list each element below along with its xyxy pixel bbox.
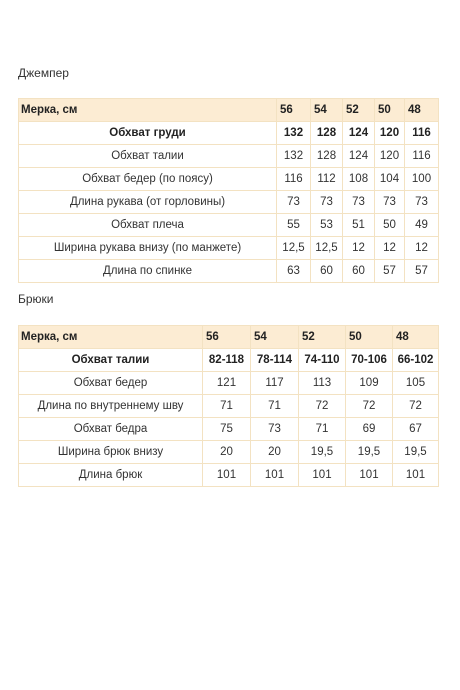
row-label: Обхват талии — [19, 145, 277, 168]
jumper-size-table — [18, 98, 439, 283]
row-label: Ширина рукава внизу (по манжете) — [19, 237, 277, 260]
table-cell: 71 — [251, 395, 299, 418]
table-cell: 53 — [311, 214, 343, 237]
table-cell: 57 — [405, 260, 439, 283]
header-cell: 54 — [311, 99, 343, 122]
table-cell: 72 — [299, 395, 346, 418]
table-cell: 75 — [203, 418, 251, 441]
table-cell: 73 — [343, 191, 375, 214]
row-label: Обхват плеча — [19, 214, 277, 237]
header-cell: 50 — [346, 326, 393, 349]
table-cell: 73 — [277, 191, 311, 214]
table-cell: 108 — [343, 168, 375, 191]
table-cell: 120 — [375, 145, 405, 168]
row-label: Обхват бедер (по поясу) — [19, 168, 277, 191]
table-row — [19, 145, 439, 168]
table-cell: 20 — [203, 441, 251, 464]
table-row — [19, 191, 439, 214]
header-cell: 56 — [203, 326, 251, 349]
table-cell: 124 — [343, 145, 375, 168]
table-cell: 132 — [277, 145, 311, 168]
table-row — [19, 395, 439, 418]
table-cell: 72 — [393, 395, 439, 418]
table-cell: 78-114 — [251, 349, 299, 372]
row-label: Обхват талии — [19, 349, 203, 372]
row-label: Обхват бедра — [19, 418, 203, 441]
table-cell: 124 — [343, 122, 375, 145]
table-cell: 19,5 — [299, 441, 346, 464]
header-cell: 52 — [299, 326, 346, 349]
row-label: Длина брюк — [19, 464, 203, 487]
table-header-row — [19, 326, 439, 349]
header-cell: 56 — [277, 99, 311, 122]
table-cell: 128 — [311, 145, 343, 168]
table-cell: 120 — [375, 122, 405, 145]
header-cell: 50 — [375, 99, 405, 122]
table-cell: 12 — [375, 237, 405, 260]
table-row — [19, 237, 439, 260]
table-cell: 82-118 — [203, 349, 251, 372]
table-cell: 101 — [203, 464, 251, 487]
table-cell: 104 — [375, 168, 405, 191]
row-label: Длина рукава (от горловины) — [19, 191, 277, 214]
table-cell: 70-106 — [346, 349, 393, 372]
table-cell: 51 — [343, 214, 375, 237]
table-cell: 12,5 — [277, 237, 311, 260]
table-cell: 55 — [277, 214, 311, 237]
trousers-section-title: Брюки — [18, 292, 54, 306]
table-cell: 101 — [346, 464, 393, 487]
header-cell: Мерка, см — [19, 326, 203, 349]
table-cell: 112 — [311, 168, 343, 191]
jumper-section-title: Джемпер — [18, 66, 69, 80]
table-cell: 49 — [405, 214, 439, 237]
table-cell: 73 — [311, 191, 343, 214]
header-cell: 54 — [251, 326, 299, 349]
row-label: Обхват груди — [19, 122, 277, 145]
header-cell: 48 — [393, 326, 439, 349]
table-cell: 101 — [251, 464, 299, 487]
table-cell: 50 — [375, 214, 405, 237]
table-cell: 116 — [405, 145, 439, 168]
table-cell: 73 — [405, 191, 439, 214]
table-cell: 113 — [299, 372, 346, 395]
table-cell: 132 — [277, 122, 311, 145]
table-cell: 60 — [311, 260, 343, 283]
table-cell: 69 — [346, 418, 393, 441]
table-cell: 12 — [405, 237, 439, 260]
row-label: Обхват бедер — [19, 372, 203, 395]
table-cell: 19,5 — [393, 441, 439, 464]
trousers-size-table — [18, 325, 439, 487]
table-row — [19, 441, 439, 464]
table-row — [19, 168, 439, 191]
table-cell: 116 — [277, 168, 311, 191]
row-label: Длина по спинке — [19, 260, 277, 283]
table-cell: 116 — [405, 122, 439, 145]
table-row — [19, 372, 439, 395]
row-label: Длина по внутреннему шву — [19, 395, 203, 418]
table-cell: 117 — [251, 372, 299, 395]
table-cell: 100 — [405, 168, 439, 191]
table-cell: 66-102 — [393, 349, 439, 372]
table-cell: 71 — [299, 418, 346, 441]
table-cell: 12,5 — [311, 237, 343, 260]
header-cell: 48 — [405, 99, 439, 122]
header-cell: Мерка, см — [19, 99, 277, 122]
table-cell: 63 — [277, 260, 311, 283]
table-cell: 121 — [203, 372, 251, 395]
table-row — [19, 260, 439, 283]
table-row — [19, 214, 439, 237]
header-cell: 52 — [343, 99, 375, 122]
table-cell: 20 — [251, 441, 299, 464]
table-row — [19, 418, 439, 441]
table-cell: 109 — [346, 372, 393, 395]
table-cell: 101 — [299, 464, 346, 487]
table-cell: 73 — [251, 418, 299, 441]
table-cell: 72 — [346, 395, 393, 418]
table-cell: 71 — [203, 395, 251, 418]
table-cell: 73 — [375, 191, 405, 214]
table-cell: 105 — [393, 372, 439, 395]
table-header-row — [19, 99, 439, 122]
table-cell: 101 — [393, 464, 439, 487]
table-cell: 19,5 — [346, 441, 393, 464]
table-cell: 57 — [375, 260, 405, 283]
table-row — [19, 349, 439, 372]
row-label: Ширина брюк внизу — [19, 441, 203, 464]
table-cell: 60 — [343, 260, 375, 283]
table-cell: 74-110 — [299, 349, 346, 372]
table-row — [19, 464, 439, 487]
table-cell: 12 — [343, 237, 375, 260]
table-cell: 67 — [393, 418, 439, 441]
table-row — [19, 122, 439, 145]
table-cell: 128 — [311, 122, 343, 145]
